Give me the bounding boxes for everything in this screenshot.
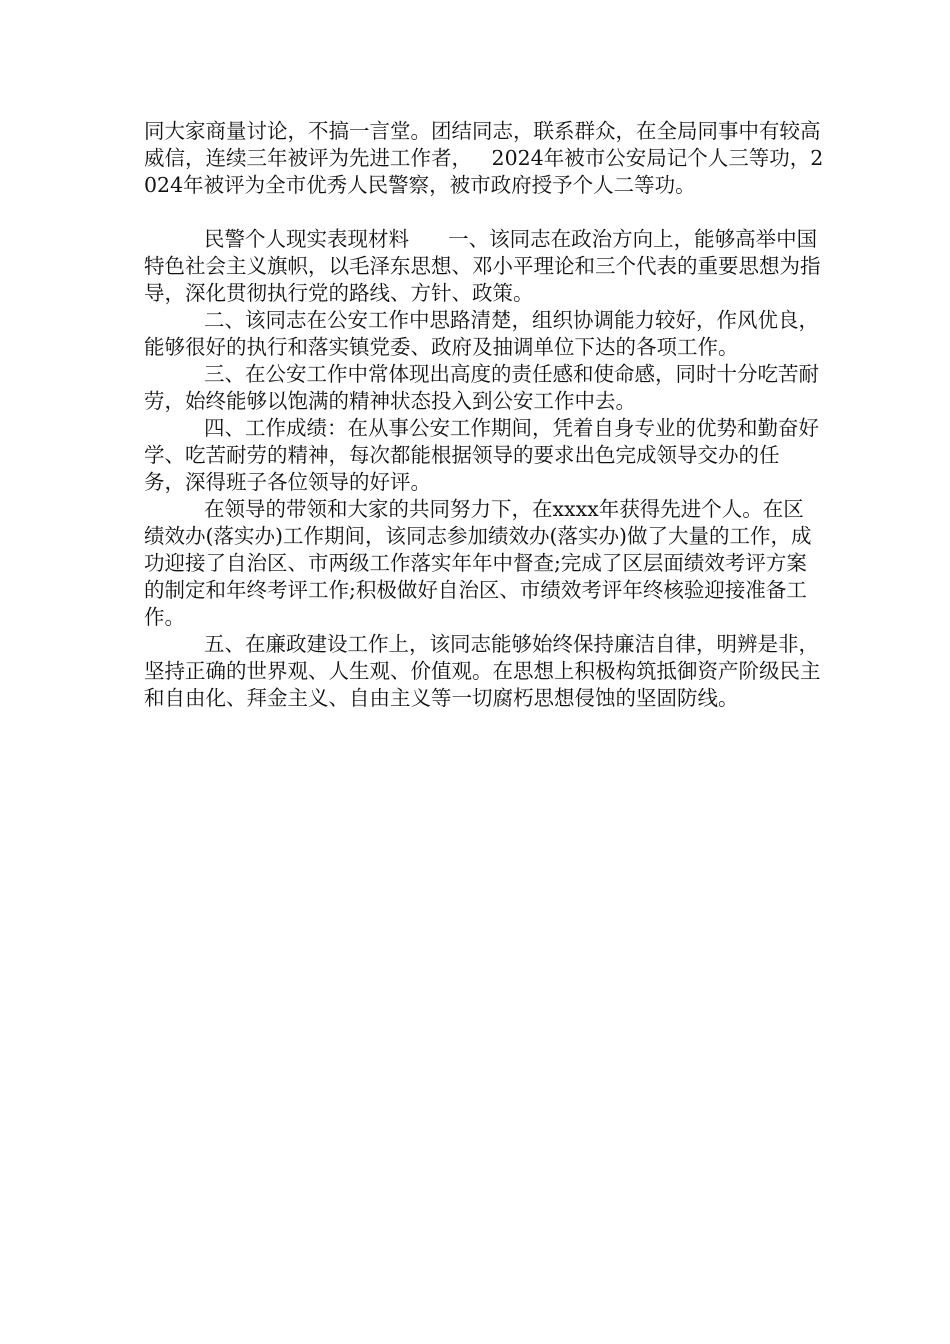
paragraph-item-3: 三、在公安工作中常体现出高度的责任感和使命感，同时十分吃苦耐劳，始终能够以饱满的精神状态投入到公安工作中去。 <box>144 362 819 413</box>
paragraph-title-and-item-1: 民警个人现实表现材料 一、该同志在政治方向上，能够高举中国特色社会主义旗帜，以毛泽东思想、邓小平理论和三个代表的重要思想为指导，深化贯彻执行党的路线、方针、政策。 <box>144 227 821 305</box>
paragraph-continuation: 同大家商量讨论，不搞一言堂。团结同志，联系群众，在全局同事中有较高威信，连续三年被评为先进工作者， 2024年被市公安局记个人三等功，2024年被评为全市优秀人民警察，被市政府授予个人二等功。 <box>144 119 824 197</box>
paragraph-gap <box>144 199 824 226</box>
paragraph-item-4: 四、工作成绩：在从事公安工作期间，凭着自身专业的优势和勤奋好学、吃苦耐劳的精神，每次都能根据领导的要求出色完成领导交办的任 务，深得班子各位领导的好评。 <box>144 416 819 494</box>
paragraph-item-2: 二、该同志在公安工作中思路清楚，组织协调能力较好，作风优良，能够很好的执行和落实镇党委、政府及抽调单位下达的各项工作。 <box>144 308 819 359</box>
paragraph-achievements: 在领导的带领和大家的共同努力下，在xxxx年获得先进个人。在区绩效办(落实办)工作期间，该同志参加绩效办(落实办)做了大量的工作，成功迎接了自治区、市两级工作落实年年中督查;完成了区层面绩效考评方案的制定和年终考评工作;积极做好自治区、市绩效考评年终核验迎接准备工作。 <box>144 497 812 629</box>
document-body <box>144 118 824 712</box>
paragraph-item-5: 五、在廉政建设工作上，该同志能够始终保持廉洁自律，明辨是非，坚持正确的世界观、人生观、价值观。在思想上积极构筑抵御资产阶级民主和自由化、拜金主义、自由主义等一切腐朽思想侵蚀的坚固防线。 <box>144 632 821 710</box>
